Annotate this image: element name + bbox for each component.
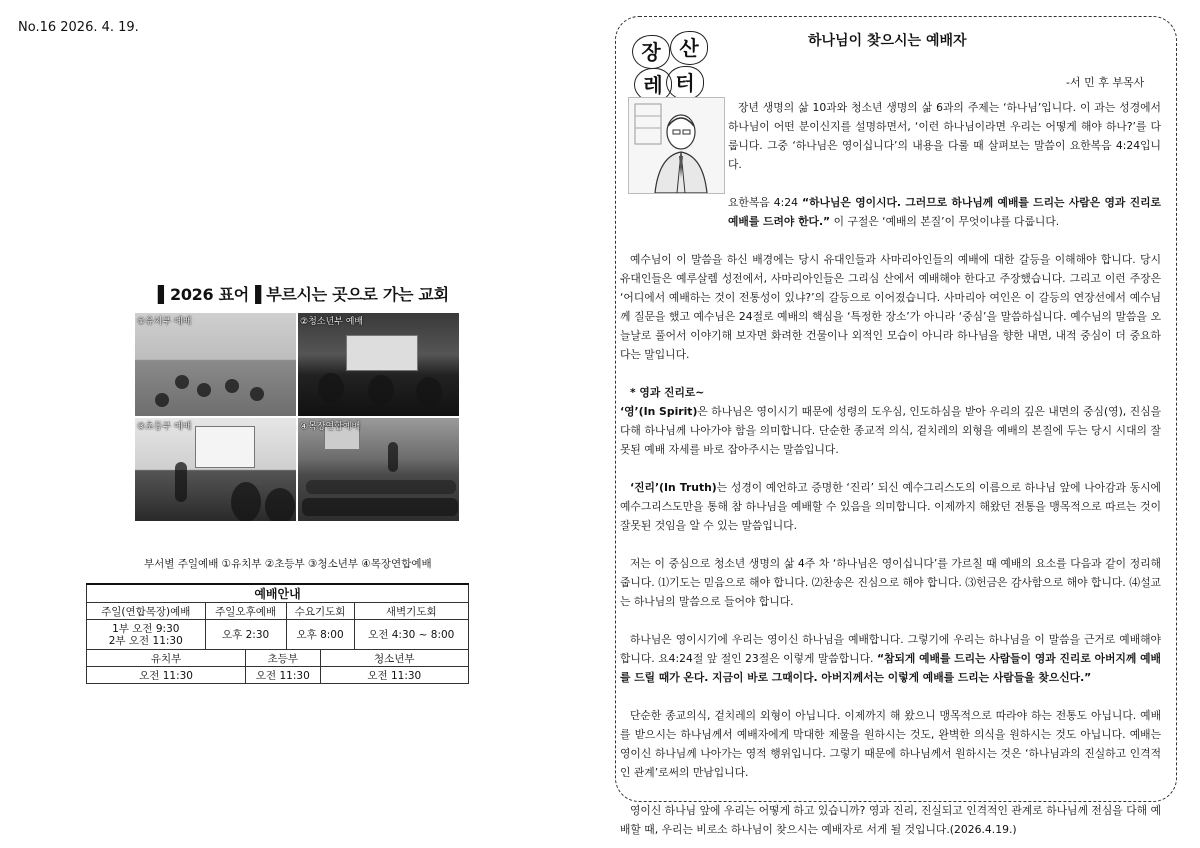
truth-text: 는 성경이 예언하고 증명한 ‘진리’ 되신 예수그리스도의 이름으로 하나님 앞에 나아감과 동시에 예수그리스도만을 통해 참 하나님을 예배할 수 있음을 의미합니다. 이제까지 해왔던 전통을 맹목적으로 따르는 것이 잘못된 것임을 알 수 있는 말씀입니다. <box>620 481 1161 532</box>
sunday-service-2: 2부 오전 11:30 <box>108 634 183 647</box>
spirit-term: ‘영’(In Spirit) <box>620 405 698 418</box>
stamp-char: 터 <box>668 68 702 98</box>
stamp-char: 장 <box>634 37 668 67</box>
schedule-header: 수요기도회 <box>286 603 354 620</box>
dept-header: 청소년부 <box>320 650 468 667</box>
paragraph-2 <box>620 193 1161 231</box>
paragraph-spirit <box>620 402 1161 459</box>
schedule-header: 주일오후예배 <box>205 603 286 620</box>
annual-motto: ▌2026 표어▐ 부르시는 곳으로 가는 교회 <box>158 285 449 304</box>
paragraph-elements: 저는 이 중심으로 청소년 생명의 삶 4주 차 ‘하나님은 영이십니다’를 가르칠 때 예배의 요소를 다음과 같이 정리해 줍니다. ⑴기도는 믿음으로 해야 합니다. ⑵찬송은 진심으로 해야 합니다. ⑶헌금은 감사함으로 해야 합니다. ⑷설교는 하나님의 말씀으로 들어야 합니다. <box>620 557 1161 608</box>
subheading: * 영과 진리로~ <box>630 386 705 399</box>
worship-schedule-table <box>86 583 469 684</box>
dept-time: 오전 11:30 <box>320 667 468 684</box>
paragraph-verse23 <box>620 630 1161 687</box>
spirit-text: 은 하나님은 영이시기 때문에 성령의 도우심, 인도하심을 받아 우리의 깊은 내면의 중심(영), 진심을 다해 하나님께 나아가야 함을 의미합니다. 단순한 종교적 의식, 겉치레의 외형을 예배의 본질에 두는 당시 시대의 잘못된 예배 자세를 바로 잡아주시는 말씀입니다. <box>620 405 1161 456</box>
schedule-cell: 오후 8:00 <box>286 620 354 650</box>
verse-comment: 이 구절은 ‘예배의 본질’이 무엇이냐를 다룹니다. <box>830 215 1060 228</box>
stamp-char: 레 <box>636 70 670 100</box>
photo-caption: 부서별 주일예배 ①유치부 ②초등부 ③청소년부 ④목장연합예배 <box>144 558 432 570</box>
schedule-header: 주일(연합목장)예배 <box>87 603 206 620</box>
sunday-service-1: 1부 오전 9:30 <box>112 622 180 635</box>
paragraph-3: 예수님이 이 말씀을 하신 배경에는 당시 유대인들과 사마리아인들의 예배에 대한 갈등을 이해해야 합니다. 당시 유대인들은 예루살렘 성전에서, 사마리아인들은 그리심 산에서 예배해야 한다고 주장했습니다. 그리고 이런 주장은 ‘어디에서 예배하는 것이 전통성이 있냐?’의 갈등으로 이어졌습니다. 사마리아 여인은 이 갈등의 연장선에서 예수님께 질문을 했고 예수님은 24절로 예배의 핵심을 ‘특정한 장소’가 아니라 ‘중심’을 말씀하십니다. 예수님의 말씀을 오늘날로 풀어서 이야기해 보자면 화려한 건물이나 외적인 모습이 아니라 하나님을 향한 내면, 내적 중심이 더 중요하다는 말입니다. <box>620 253 1161 361</box>
dept-header: 유치부 <box>87 650 246 667</box>
schedule-cell <box>87 620 206 650</box>
photo-label: ①유치부 예배 <box>137 317 192 327</box>
column-body <box>620 98 1161 839</box>
truth-term: ‘진리’(In Truth) <box>630 481 717 494</box>
paragraph-conclusion: 영이신 하나님 앞에 우리는 어떻게 하고 있습니까? 영과 진리, 진실되고 인격적인 관계로 하나님께 전심을 다해 예배할 때, 우리는 비로소 하나님이 찾으시는 예배자로 서게 될 것입니다.(2026.4.19.) <box>620 804 1161 836</box>
schedule-cell: 오전 4:30 ~ 8:00 <box>354 620 469 650</box>
verse23-quote: “참되게 예배를 드리는 사람들이 영과 진리로 아버지께 예배를 드릴 때가 온다. 지금이 바로 그때이다. 아버지께서는 이렇게 예배를 드리는 사람들을 찾으신다.” <box>620 652 1161 684</box>
column-title: 하나님이 찾으시는 예배자 <box>808 33 967 49</box>
paragraph-1: 장년 생명의 삶 10과와 청소년 생명의 삶 6과의 주제는 ‘하나님’입니다. 이 과는 성경에서 하나님이 어떤 분이신지를 설명하면서, ‘이런 하나님이라면 우리는 어떻게 해야 하나?’를 다룹니다. 그중 ‘하나님은 영이십니다’의 내용을 다룰 때 살펴보는 말씀이 요한복음 4:24입니다. <box>728 101 1161 171</box>
photo-youth <box>298 313 459 416</box>
issue-date: No.16 2026. 4. 19. <box>18 20 139 35</box>
dept-time: 오전 11:30 <box>87 667 246 684</box>
schedule-title: 예배안내 <box>87 584 469 603</box>
photo-label: ②청소년부 예배 <box>300 317 364 327</box>
paragraph-truth <box>620 478 1161 535</box>
photo-kindergarten <box>135 313 296 416</box>
dept-header: 초등부 <box>246 650 321 667</box>
photo-label: ③초등부 예배 <box>137 422 192 432</box>
photo-cell-group <box>298 418 459 521</box>
verse-ref: 요한복음 4:24 <box>728 196 803 209</box>
photo-elementary <box>135 418 296 521</box>
verse23-intro: 하나님은 영이시기에 우리는 영이신 하나님을 예배합니다. 그렇기에 우리는 하나님을 이 말씀을 근거로 예배해야 합니다. 요4:24절 앞 절인 23절은 이렇게 말씀합니다. <box>620 633 1161 665</box>
photo-label: ④목장연합예배 <box>300 422 361 432</box>
schedule-cell: 오후 2:30 <box>205 620 286 650</box>
verse-quote: “하나님은 영이시다. 그러므로 하나님께 예배를 드리는 사람은 영과 진리로 예배를 드려야 한다.” <box>728 196 1161 228</box>
photo-collage <box>135 313 460 521</box>
dept-time: 오전 11:30 <box>246 667 321 684</box>
column-author: -서 민 후 부목사 <box>1066 76 1145 89</box>
stamp-char: 산 <box>672 33 706 63</box>
paragraph-8: 단순한 종교의식, 겉치레의 외형이 아닙니다. 이제까지 해 왔으니 맹목적으로 따라야 하는 전통도 아닙니다. 예배를 받으시는 하나님께서 예배자에게 막대한 제물을 원하시는 것도, 완벽한 의식을 원하시는 것도 아닙니다. 예배는 영이신 하나님께 나아가는 영적 행위입니다. 그렇기 때문에 하나님께서 원하시는 것은 ‘하나님과의 진실하고 인격적인 관계’로써의 만남입니다. <box>620 709 1161 779</box>
schedule-header: 새벽기도회 <box>354 603 469 620</box>
